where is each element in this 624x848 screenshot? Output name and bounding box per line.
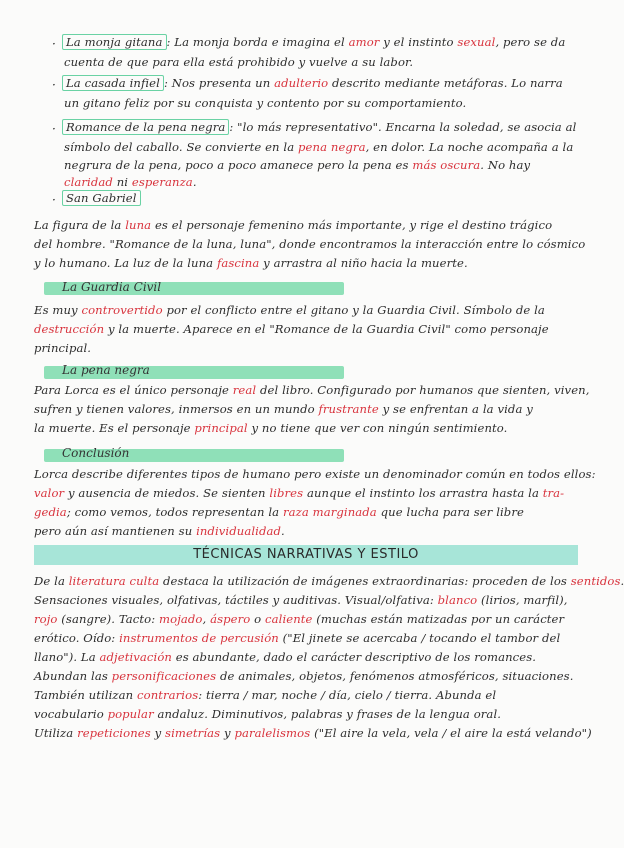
text-segment: ni <box>112 175 132 189</box>
highlighted-term: fascina <box>216 256 260 270</box>
paragraph-line <box>34 402 533 416</box>
paragraph-line <box>34 467 596 481</box>
text-segment: y <box>220 726 235 740</box>
text-segment: (lirios, marfil), <box>477 593 568 607</box>
paragraph-line <box>34 218 552 232</box>
highlighted-term: real <box>232 383 257 397</box>
bullet-line <box>64 96 466 110</box>
highlighted-term: amor <box>348 35 380 49</box>
text-segment: , <box>202 612 211 626</box>
text-segment: andaluz. Diminutivos, palabras y frases de la lengua oral. <box>153 707 502 721</box>
highlighted-term: literatura culta <box>68 574 160 588</box>
bullet-line <box>64 158 530 172</box>
bullet-line <box>64 140 573 154</box>
text-segment: vocabulario <box>34 707 108 721</box>
highlighted-term: principal <box>194 421 248 435</box>
text-segment: : Nos presenta un <box>163 76 275 90</box>
text-segment: : La monja borda e imagina el <box>166 35 349 49</box>
text-segment: De la <box>34 574 69 588</box>
text-segment: ("El jinete se acercaba / tocando el tambor del <box>278 631 561 645</box>
bullet-line <box>62 35 565 49</box>
bullet-line <box>64 55 413 69</box>
paragraph-line <box>34 341 91 355</box>
bullet-line <box>62 76 563 90</box>
bullet-line <box>62 120 576 134</box>
text-segment: Sensaciones visuales, olfativas, táctiles y auditivas. Visual/olfativa: <box>34 593 438 607</box>
text-segment: ; como vemos, todos representan la <box>66 505 283 519</box>
text-segment: La figura de la <box>34 218 126 232</box>
text-segment: del libro. Configurado por humanos que sienten, viven, <box>256 383 590 397</box>
text-segment: . <box>281 524 285 538</box>
text-segment: Lorca describe diferentes tipos de humano pero existe un denominador común en todos ellos: <box>34 467 596 481</box>
text-segment: y no tiene que ver con ningún sentimiento. <box>247 421 508 435</box>
highlighted-term: luna <box>125 218 152 232</box>
paragraph-line <box>34 669 574 683</box>
section-banner: TÉCNICAS NARRATIVAS Y ESTILO <box>34 545 578 565</box>
text-segment: aunque el instinto los arrastra hasta la <box>303 486 543 500</box>
text-segment: negrura de la pena, poco a poco amanece pero la pena es <box>64 158 413 172</box>
highlighted-term: más oscura <box>412 158 481 172</box>
highlighted-term: sexual <box>457 35 496 49</box>
text-segment: sufren y tienen valores, inmersos en un mundo <box>34 402 319 416</box>
bullet-dot: · <box>52 78 56 92</box>
highlighted-term: simetrías <box>165 726 221 740</box>
bullet-dot: · <box>52 122 56 136</box>
paragraph-line <box>34 256 468 270</box>
text-segment: es abundante, dado el carácter descriptivo de los romances. <box>171 650 537 664</box>
text-segment: un gitano feliz por su conquista y contento por su comportamiento. <box>64 96 467 110</box>
highlighted-term: paralelismos <box>234 726 311 740</box>
bullet-tag: La monja gitana <box>62 34 167 50</box>
paragraph-line <box>34 421 507 435</box>
paragraph-line <box>34 650 536 664</box>
highlighted-term: contrarios <box>137 688 199 702</box>
highlighted-term: popular <box>107 707 154 721</box>
highlighted-term: frustrante <box>318 402 379 416</box>
text-segment: . <box>620 574 624 588</box>
paragraph-line <box>34 303 545 317</box>
text-segment: es el personaje femenino más importante, y rige el destino trágico <box>151 218 553 232</box>
text-segment: o <box>250 612 266 626</box>
highlighted-term: personificaciones <box>111 669 217 683</box>
highlighted-term: tra- <box>542 486 565 500</box>
highlighted-term: esperanza <box>131 175 193 189</box>
highlighted-term: claridad <box>64 175 113 189</box>
text-segment: Es muy <box>34 303 82 317</box>
highlighted-term: adulterio <box>274 76 329 90</box>
text-segment: Para Lorca es el único personaje <box>34 383 233 397</box>
paragraph-line <box>34 726 592 740</box>
text-segment: la muerte. Es el personaje <box>34 421 195 435</box>
text-segment: . No hay <box>480 158 531 172</box>
section-heading: Conclusión <box>62 446 130 460</box>
text-segment: descrito mediante metáforas. Lo narra <box>328 76 563 90</box>
highlighted-term: valor <box>34 486 65 500</box>
text-segment: pero aún así mantienen su <box>34 524 197 538</box>
text-segment: de animales, objetos, fenómenos atmosféricos, situaciones. <box>216 669 574 683</box>
highlighted-term: adjetivación <box>99 650 172 664</box>
paragraph-line <box>34 237 585 251</box>
highlighted-term: libres <box>269 486 304 500</box>
paragraph-line <box>34 383 590 397</box>
paragraph-line <box>34 322 549 336</box>
paragraph-line <box>34 574 624 588</box>
text-segment: También utilizan <box>34 688 138 702</box>
text-segment: símbolo del caballo. Se convierte en la <box>64 140 299 154</box>
paragraph-line <box>34 524 285 538</box>
text-segment: erótico. Oído: <box>34 631 120 645</box>
highlighted-term: áspero <box>210 612 251 626</box>
highlighted-term: rojo <box>34 612 58 626</box>
text-segment: y <box>150 726 166 740</box>
highlighted-term: gedia <box>34 505 67 519</box>
paragraph-line <box>34 688 496 702</box>
text-segment: , pero se da <box>495 35 566 49</box>
text-segment: y arrastra al niño hacia la muerte. <box>259 256 468 270</box>
text-segment: (sangre). Tacto: <box>57 612 160 626</box>
text-segment: y se enfrentan a la vida y <box>378 402 533 416</box>
paragraph-line <box>34 612 564 626</box>
text-segment: llano"). La <box>34 650 100 664</box>
highlighted-term: caliente <box>265 612 313 626</box>
paragraph-line <box>34 486 564 500</box>
highlighted-term: blanco <box>437 593 478 607</box>
text-segment: principal. <box>34 341 92 355</box>
bullet-dot: · <box>52 193 56 207</box>
text-segment: destaca la utilización de imágenes extraordinarias: proceden de los <box>159 574 571 588</box>
text-segment: que lucha para ser libre <box>376 505 524 519</box>
text-segment: y el instinto <box>379 35 458 49</box>
bullet-line <box>62 191 141 205</box>
paragraph-line <box>34 593 568 607</box>
text-segment: del hombre. "Romance de la luna, luna", donde encontramos la interacción entre lo cósmico <box>34 237 586 251</box>
highlighted-term: individualidad <box>196 524 281 538</box>
text-segment: y ausencia de miedos. Se sienten <box>64 486 270 500</box>
highlighted-term: sentidos <box>570 574 621 588</box>
highlighted-term: destrucción <box>34 322 105 336</box>
text-segment: Utiliza <box>34 726 78 740</box>
bullet-line <box>64 175 197 189</box>
section-heading: La pena negra <box>62 363 150 377</box>
paragraph-line <box>34 505 524 519</box>
section-heading: La Guardia Civil <box>62 280 162 294</box>
text-segment: . <box>192 175 197 189</box>
text-segment: (muchas están matizadas por un carácter <box>312 612 565 626</box>
text-segment: : tierra / mar, noche / día, cielo / tierra. Abunda el <box>198 688 497 702</box>
bullet-tag: La casada infiel <box>62 75 164 91</box>
text-segment: Abundan las <box>34 669 112 683</box>
text-segment: y lo humano. La luz de la luna <box>34 256 217 270</box>
paragraph-line <box>34 631 560 645</box>
text-segment: : "lo más representativo". Encarna la soledad, se asocia al <box>229 120 577 134</box>
text-segment: cuenta de que para ella está prohibido y vuelve a su labor. <box>64 55 414 69</box>
text-segment: por el conflicto entre el gitano y la Guardia Civil. Símbolo de la <box>162 303 545 317</box>
highlighted-term: raza marginada <box>282 505 377 519</box>
highlighted-term: instrumentos de percusión <box>119 631 279 645</box>
text-segment: ("El aire la vela, vela / el aire la está velando") <box>310 726 592 740</box>
bullet-dot: · <box>52 37 56 51</box>
highlighted-term: pena negra <box>298 140 366 154</box>
highlighted-term: controvertido <box>81 303 163 317</box>
bullet-tag: Romance de la pena negra <box>62 119 229 135</box>
paragraph-line <box>34 707 501 721</box>
text-segment: y la muerte. Aparece en el "Romance de la Guardia Civil" como personaje <box>104 322 549 336</box>
bullet-tag: San Gabriel <box>62 190 141 206</box>
highlighted-term: mojado <box>159 612 203 626</box>
highlighted-term: repeticiones <box>77 726 151 740</box>
text-segment: , en dolor. La noche acompaña a la <box>365 140 574 154</box>
